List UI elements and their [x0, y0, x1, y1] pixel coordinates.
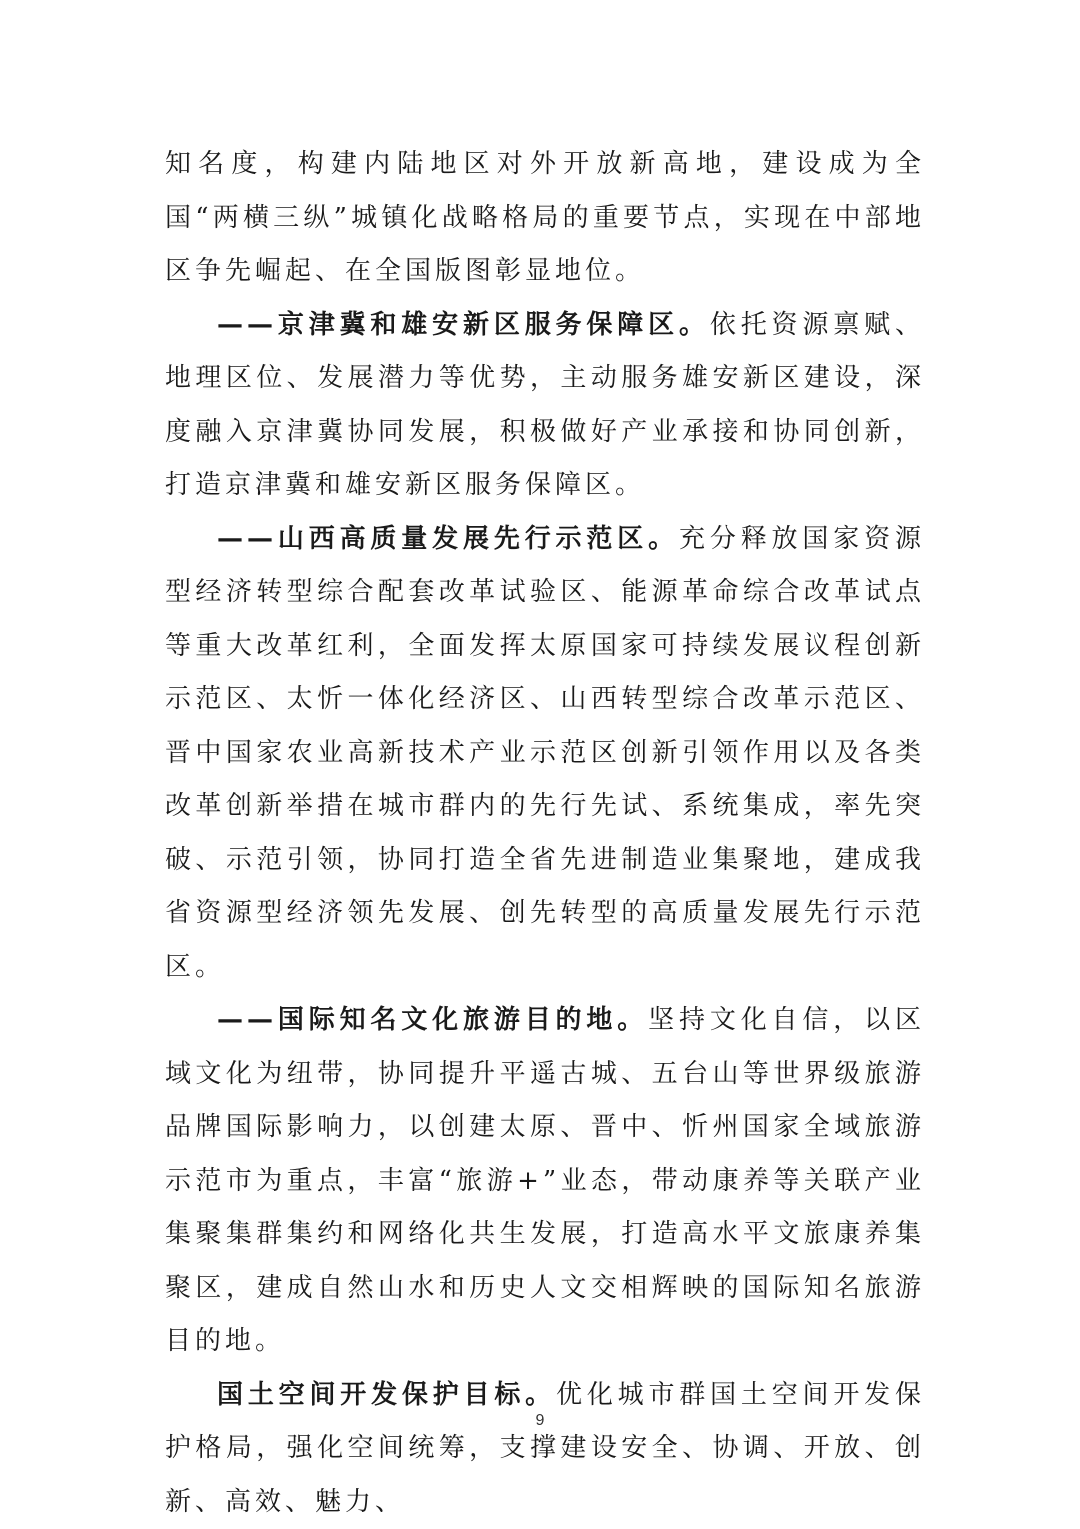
paragraph-text: 依托资源禀赋、地理区位、发展潜力等优势，主动服务雄安新区建设，深度融入京津冀协同发展，积极做好产业承接和协同创新，打造京津冀和雄安新区服务保障区。 — [165, 310, 925, 501]
paragraph-text: 坚持文化自信，以区域文化为纽带，协同提升平遥古城、五台山等世界级旅游品牌国际影响力，以创建太原、晋中、忻州国家全域旅游示范市为重点，丰富“旅游+”业态，带动康养等关联产业集聚集群集约和网络化共生发展，打造高水平文旅康养集聚区，建成自然山水和历史人文交相辉映的国际知名旅游目的地。 — [165, 1005, 925, 1356]
paragraph-lead-heading: 国土空间开发保护目标。 — [217, 1380, 556, 1410]
paragraph-land-space-goal — [165, 1369, 925, 1529]
page-number: 9 — [0, 1412, 1080, 1430]
paragraph-lead-heading: ——山西高质量发展先行示范区。 — [217, 524, 679, 554]
paragraph-text: 知名度，构建内陆地区对外开放新高地，建设成为全国“两横三纵”城镇化战略格局的重要节点，实现在中部地区争先崛起、在全国版图彰显地位。 — [165, 149, 925, 286]
paragraph-continuation — [165, 138, 925, 299]
paragraph-shanxi-demo-zone — [165, 513, 925, 995]
paragraph-text: 优化城市群国土空间开发保护格局，强化空间统筹，支撑建设安全、协调、开放、创新、高效、魅力、 — [165, 1380, 925, 1517]
paragraph-text: 充分释放国家资源型经济转型综合配套改革试验区、能源革命综合改革试点等重大改革红利，全面发挥太原国家可持续发展议程创新示范区、太忻一体化经济区、山西转型综合改革示范区、晋中国家农业高新技术产业示范区创新引领作用以及各类改革创新举措在城市群内的先行先试、系统集成，率先突破、示范引领，协同打造全省先进制造业集聚地，建成我省资源型经济领先发展、创先转型的高质量发展先行示范区。 — [165, 524, 925, 982]
paragraph-tourism-destination — [165, 994, 925, 1369]
document-body — [165, 138, 925, 1529]
paragraph-jingjinji-service-zone — [165, 299, 925, 513]
paragraph-lead-heading: ——京津冀和雄安新区服务保障区。 — [217, 310, 710, 340]
paragraph-lead-heading: ——国际知名文化旅游目的地。 — [217, 1005, 648, 1035]
